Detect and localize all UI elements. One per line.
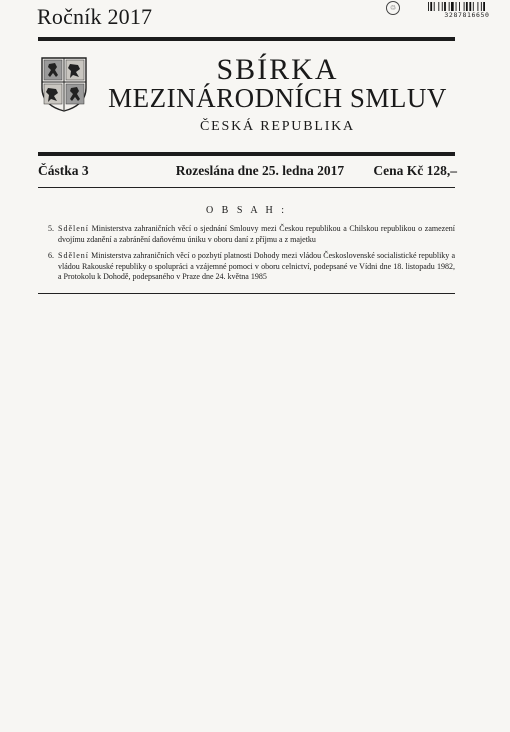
issue-part: Částka 3 [38,163,89,178]
issue-distribution-date: Rozeslána dne 25. ledna 2017 [175,163,345,178]
contents-heading: O B S A H : [205,205,288,216]
top-rule [38,37,455,41]
barcode [428,2,506,11]
barcode-number: 3287816650 [444,11,490,19]
contents-bottom-rule [38,293,455,294]
contents-item-number: 6. [48,251,54,260]
contents-item-type: Sdělení [58,224,89,233]
masthead-title-line2: MEZINÁRODNÍCH SMLUV [108,83,447,113]
contents-item-text: Ministerstva zahraničních věcí o pozbytí platnosti Dohody mezi vládou Československé socialistické republiky a vládou Rakouské republiky o spolupráci a vzájemné pomoci v oboru celnictví, podepsané ve Vídni dne 18. listopadu 1982, a Protokolu k Dohodě, podepsaného v Praze dne 24. května 1985 [58,251,455,281]
coat-of-arms-icon [40,56,88,112]
masthead-subtitle: ČESKÁ REPUBLIKA [200,119,355,134]
meta-rule [38,187,455,188]
recycled-paper-icon: ♲ [386,1,400,15]
contents-item [48,224,455,245]
contents-item-number: 5. [48,224,54,233]
masthead-title-line1: SBÍRKA [216,53,339,86]
contents-item-type: Sdělení [58,251,89,260]
issue-price: Cena Kč 128,– [373,163,457,178]
contents-item-text: Ministerstva zahraničních věcí o sjednání Smlouvy mezi Českou republikou a Chilskou republikou o zamezení dvojímu zdanění a zabránění daňovému úniku v oboru daní z příjmu a z majetku [58,224,455,244]
contents-item [48,251,455,283]
masthead-rule [38,152,455,156]
volume-year: Ročník 2017 [37,4,153,29]
